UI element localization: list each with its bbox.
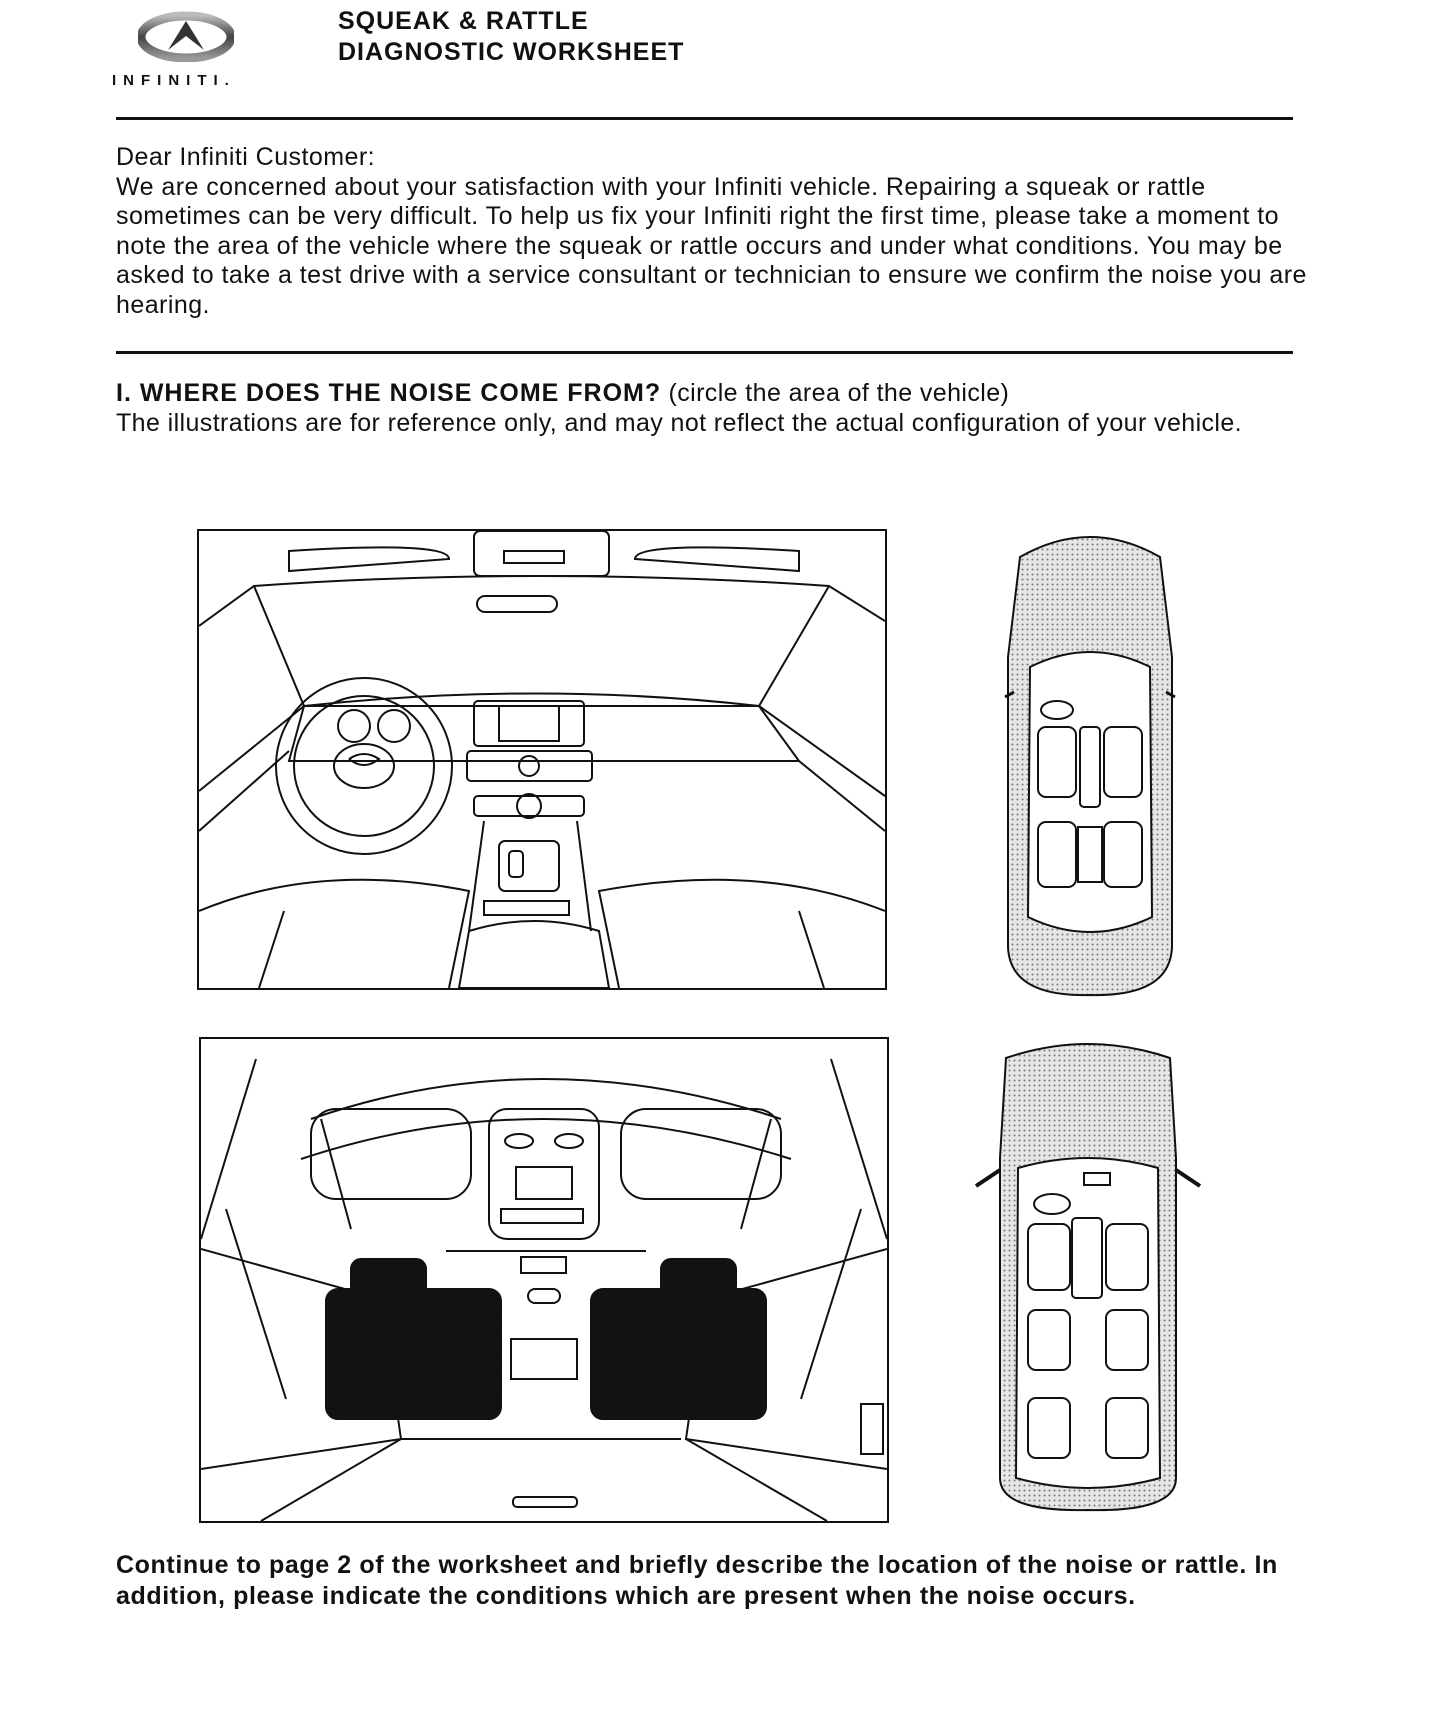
suv-top-icon xyxy=(972,1038,1204,1513)
infiniti-emblem-icon xyxy=(138,10,234,62)
infiniti-logo xyxy=(112,6,282,96)
letter-salutation: Dear Infiniti Customer: xyxy=(116,143,376,171)
front-cabin-illustration[interactable] xyxy=(197,529,887,990)
footer-instructions: Continue to page 2 of the worksheet and briefly describe the location of the noise or rattle. In addition, please indicate the conditions which are present when the noise occurs. xyxy=(116,1551,1278,1610)
letter-body: We are concerned about your satisfaction with your Infiniti vehicle. Repairing a squeak or rattle sometimes can be very difficult. To help us fix your Infiniti right the first time, please take a moment to note the area of the vehicle where the squeak or rattle occurs and under what conditions. You may be asked to take a test drive with a service consultant or technician to ensure we confirm the noise you are hearing. xyxy=(116,172,1307,319)
sedan-top-icon xyxy=(1000,527,1180,997)
section-divider xyxy=(116,351,1293,354)
customer-letter xyxy=(116,143,1316,320)
top-view-sedan-illustration[interactable] xyxy=(1000,527,1180,997)
dashboard-icon xyxy=(199,531,885,988)
title-line-1: SQUEAK & RATTLE xyxy=(338,7,589,35)
top-view-suv-illustration[interactable] xyxy=(972,1038,1204,1513)
cargo-area-icon xyxy=(201,1039,887,1521)
header-divider xyxy=(116,117,1293,120)
section-note: The illustrations are for reference only, and may not reflect the actual configuration of your vehicle. xyxy=(116,409,1243,437)
section-where-noise xyxy=(116,378,1316,438)
section-instruction: (circle the area of the vehicle) xyxy=(668,379,1010,407)
page-title xyxy=(338,6,684,68)
title-line-2: DIAGNOSTIC WORKSHEET xyxy=(338,38,685,66)
rear-cargo-illustration[interactable] xyxy=(199,1037,889,1523)
section-heading: I. WHERE DOES THE NOISE COME FROM? xyxy=(116,379,662,407)
logo-wordmark: INFINITI. xyxy=(112,72,236,89)
